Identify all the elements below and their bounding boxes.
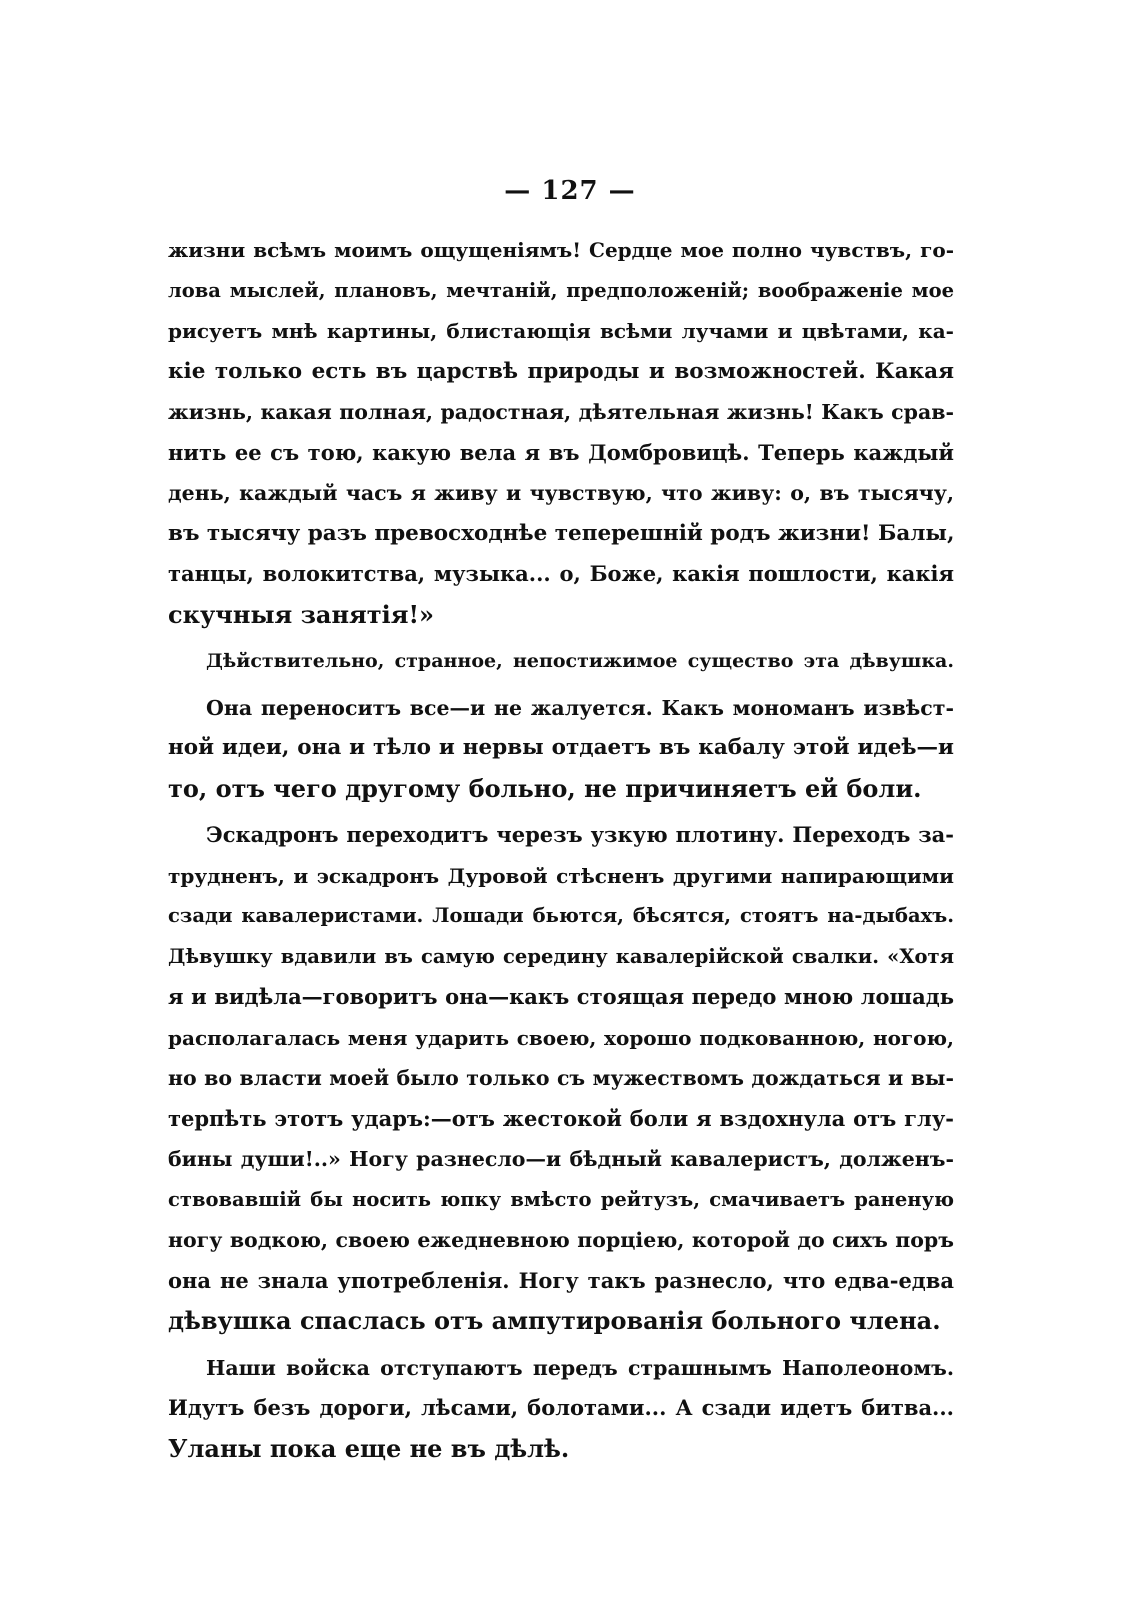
paragraph	[168, 1348, 954, 1470]
paragraph	[168, 230, 954, 635]
text-line: день, каждый часъ я живу и чувствую, что живу: о, въ тысячу,	[168, 481, 954, 505]
text-line: Дѣвушку вдавили въ самую середину кавалерійской свалки. «Хотя	[168, 944, 954, 968]
text-line: жизнь, какая полная, радостная, дѣятельная жизнь! Какъ срав-	[168, 400, 954, 424]
paragraph	[168, 815, 954, 1342]
text-line: рисуетъ мнѣ картины, блистающія всѣми лучами и цвѣтами, ка-	[168, 319, 954, 343]
text-line: Уланы пока еще не въ дѣлѣ.	[168, 1433, 570, 1463]
text-line: кіе только есть въ царствѣ природы и возможностей. Какая	[168, 358, 954, 384]
text-line: Идутъ безъ дороги, лѣсами, болотами... А сзади идетъ битва...	[168, 1395, 954, 1420]
paragraph	[168, 688, 954, 810]
text-line: скучныя занятія!»	[168, 599, 435, 629]
text-line: ствовавшій бы носить юпку вмѣсто рейтузъ, смачиваетъ раненую	[168, 1187, 954, 1211]
text-line: ногу водкою, своею ежедневною порціею, которой до сихъ поръ	[168, 1228, 954, 1252]
text-line: то, отъ чего другому больно, не причиняетъ ей боли.	[168, 773, 922, 803]
text-body	[168, 230, 954, 1469]
text-line: Эскадронъ переходитъ черезъ узкую плотину. Переходъ за-	[206, 822, 954, 847]
text-line: я и видѣла—говоритъ она—какъ стоящая передо мною лошадь	[168, 984, 954, 1009]
page-number: — 127 —	[504, 176, 636, 206]
text-line: въ тысячу разъ превосходнѣе теперешній родъ жизни! Балы,	[168, 520, 954, 546]
text-line: терпѣть этотъ ударъ:—отъ жестокой боли я вздохнула отъ глу-	[168, 1105, 954, 1131]
text-line: жизни всѣмъ моимъ ощущеніямъ! Сердце мое полно чувствъ, го-	[168, 238, 954, 262]
text-line: дѣвушка спаслась отъ ампутированія больного члена.	[168, 1306, 941, 1335]
text-line: Дѣйствительно, странное, непостижимое существо эта дѣвушка.	[206, 650, 954, 672]
text-line: Она переноситъ все—и не жалуется. Какъ мономанъ извѣст-	[206, 695, 954, 720]
text-line: трудненъ, и эскадронъ Дуровой стѣсненъ другими напирающими	[168, 863, 954, 888]
text-line: располагалась меня ударить своею, хорошо подкованною, ногою,	[168, 1025, 954, 1050]
text-line: лова мыслей, плановъ, мечтаній, предположеній; воображеніе мое	[168, 278, 954, 302]
text-line: она не знала употребленія. Ногу такъ разнесло, что едва-едва	[168, 1267, 954, 1293]
text-line: Наши войска отступаютъ передъ страшнымъ Наполеономъ.	[206, 1355, 954, 1380]
text-line: но во власти моей было только съ мужествомъ дождаться и вы-	[168, 1066, 954, 1090]
paragraph	[168, 641, 954, 682]
text-line: ной идеи, она и тѣло и нервы отдаетъ въ кабалу этой идеѣ—и	[168, 735, 954, 760]
text-line: сзади кавалеристами. Лошади бьются, бѣсятся, стоятъ на-дыбахъ.	[168, 904, 954, 927]
text-line: танцы, волокитства, музыка... о, Боже, какія пошлости, какія	[168, 561, 954, 586]
text-line: нить ее съ тою, какую вела я въ Домбровицѣ. Теперь каждый	[168, 439, 954, 465]
text-line: бины души!..» Ногу разнесло—и бѣдный кавалеристъ, долженъ-	[168, 1147, 954, 1171]
